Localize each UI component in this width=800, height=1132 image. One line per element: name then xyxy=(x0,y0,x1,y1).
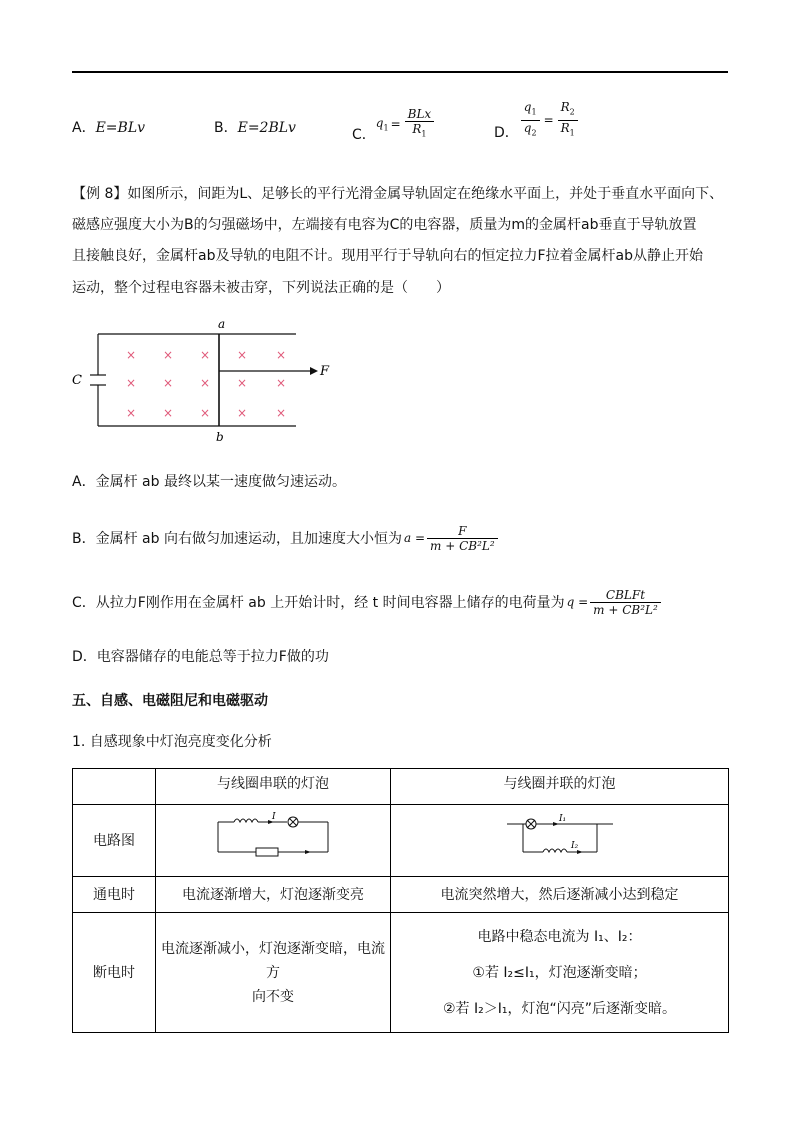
series-circuit-diagram xyxy=(208,812,338,862)
field-mark: × xyxy=(275,348,287,362)
example-line-4: 运动，整个过程电容器未被击穿，下列说法正确的是（ ） xyxy=(72,280,450,296)
section-heading: 五、自感、电磁阻尼和电磁驱动 xyxy=(72,693,268,709)
row-label-circuit: 电路图 xyxy=(73,805,156,877)
option-a-equation: E=BLv xyxy=(95,120,146,136)
option-c-lhs: $q_1$ xyxy=(375,115,389,133)
answer-d: D．电容器储存的电能总等于拉力F做的功 xyxy=(72,649,329,665)
off-parallel-cell: 电路中稳态电流为 I₁、I₂： ①若 I₂≤I₁，灯泡逐渐变暗； ②若 I₂＞I₁，灯泡“闪亮”后逐渐变暗。 xyxy=(391,913,729,1033)
field-mark: × xyxy=(199,376,211,390)
magnetic-field-marks xyxy=(126,348,286,420)
example-line-2: 磁感应强度大小为B的匀强磁场中，左端接有电容为C的电容器，质量为m的金属杆ab垂直于导轨放置 xyxy=(72,217,697,233)
field-mark: × xyxy=(199,406,211,420)
self-induction-table xyxy=(72,768,729,1033)
example-line-1: 【例 8】如图所示，间距为L、足够长的平行光滑金属导轨固定在绝缘水平面上，并处于垂直水平面向下、 xyxy=(72,186,724,202)
field-mark: × xyxy=(236,406,248,420)
capacitor-label: C xyxy=(72,373,82,388)
field-mark: × xyxy=(162,348,174,362)
field-mark: × xyxy=(236,376,248,390)
field-mark: × xyxy=(199,348,211,362)
top-rule xyxy=(72,71,728,73)
option-d-fraction-left: $\frac{q_1}{q_2}$ xyxy=(521,100,540,140)
rod-label-b: b xyxy=(216,430,224,444)
answer-b: B．金属杆 ab 向右做匀加速运动，且加速度大小恒为 a = $\frac{F}{\text{m + CB²L²}}$ xyxy=(72,518,500,558)
answer-c-fraction: $\frac{\text{CBLFt}}{\text{m + CB²L²}}$ xyxy=(590,588,661,617)
table-row-on xyxy=(73,877,729,913)
answer-c: C．从拉力F刚作用在金属杆 ab 上开始计时，经 t 时间电容器上储存的电荷量为 q = $\frac{\text{CBLFt}}{\text{m + CB²L²}}$ xyxy=(72,582,663,622)
rod-label-a: a xyxy=(218,317,226,331)
option-c: C． $q_1$ = $\frac{\text{BLx}}{R_1}$ xyxy=(352,104,436,144)
table-header-row xyxy=(73,769,729,805)
example-line-3: 且接触良好，金属杆ab及导轨的电阻不计。现用平行于导轨向右的恒定拉力F拉着金属杆ab从静止开始 xyxy=(72,248,703,264)
answer-a: A．金属杆 ab 最终以某一速度做匀速运动。 xyxy=(72,474,346,490)
table-row-circuit xyxy=(73,805,729,877)
field-mark: × xyxy=(125,376,137,390)
current-label-i: I xyxy=(272,812,276,822)
on-parallel-cell: 电流突然增大，然后逐渐减小达到稳定 xyxy=(391,877,729,913)
field-mark: × xyxy=(125,348,137,362)
field-mark: × xyxy=(275,376,287,390)
section-subheading: 1. 自感现象中灯泡亮度变化分析 xyxy=(72,734,272,750)
option-a: A．E=BLv xyxy=(72,120,146,136)
option-d: D． $\frac{q_1}{q_2}$ = $\frac{R_2}{R_1}$ xyxy=(494,100,580,140)
table-row-off xyxy=(73,913,729,1033)
circuit-figure xyxy=(70,314,340,446)
table-header-cell xyxy=(73,769,156,805)
answer-b-fraction: $\frac{F}{\text{m + CB²L²}}$ xyxy=(427,524,498,553)
option-b-equation: E=2BLv xyxy=(237,120,296,136)
field-mark: × xyxy=(275,406,287,420)
row-label-on: 通电时 xyxy=(73,877,156,913)
off-series-cell: 电流逐渐减小，灯泡逐渐变暗，电流方 向不变 xyxy=(156,913,391,1033)
field-mark: × xyxy=(236,348,248,362)
field-mark: × xyxy=(162,406,174,420)
current-label-i1: I₁ xyxy=(558,814,566,824)
series-circuit-cell xyxy=(156,805,391,877)
parallel-circuit-cell xyxy=(391,805,729,877)
field-mark: × xyxy=(162,376,174,390)
table-header-cell: 与线圈并联的灯泡 xyxy=(391,769,729,805)
field-mark: × xyxy=(125,406,137,420)
parallel-circuit-diagram xyxy=(505,812,615,862)
example-tag: 【例 8】 xyxy=(72,186,128,202)
force-label: F xyxy=(320,364,330,379)
option-b: B．E=2BLv xyxy=(214,120,296,136)
on-series-cell: 电流逐渐增大，灯泡逐渐变亮 xyxy=(156,877,391,913)
option-c-fraction: $\frac{\text{BLx}}{R_1}$ xyxy=(405,107,435,141)
row-label-off: 断电时 xyxy=(73,913,156,1033)
force-arrow-head xyxy=(310,367,318,375)
option-d-fraction-right: $\frac{R_2}{R_1}$ xyxy=(558,100,578,140)
current-label-i2: I₂ xyxy=(570,841,578,851)
table-header-cell: 与线圈串联的灯泡 xyxy=(156,769,391,805)
